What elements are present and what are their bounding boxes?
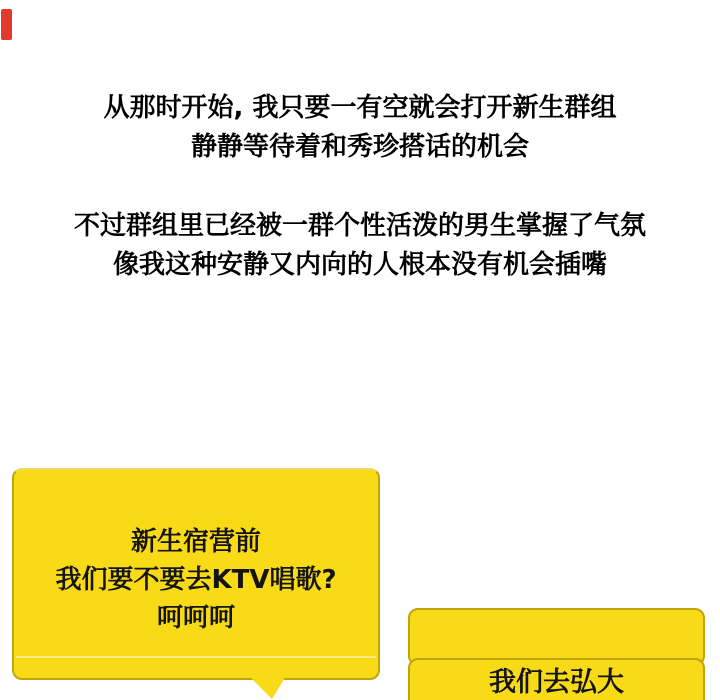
narration-paragraph-1 — [0, 89, 720, 167]
speech-bubble-2 — [408, 658, 705, 700]
bubble-text-line: 呵呵呵 — [156, 603, 235, 633]
narration-paragraph-2 — [0, 207, 720, 285]
speech-bubble-1 — [12, 468, 380, 680]
bubble-text-line: 我们去弘大 — [489, 667, 624, 698]
red-corner-marker — [1, 9, 12, 40]
bubble-overlap-seam — [16, 656, 376, 658]
narration-line: 不过群组里已经被一群个性活泼的男生掌握了气氛 — [73, 211, 646, 241]
narration-line: 静静等待着和秀珍搭话的机会 — [190, 132, 529, 162]
narration-line: 像我这种安静又内向的人根本没有机会插嘴 — [112, 250, 607, 280]
bubble-text-line: 我们要不要去KTV唱歌? — [55, 565, 337, 595]
narration-line: 从那时开始, 我只要一有空就会打开新生群组 — [103, 93, 617, 123]
bubble-text-line: 新生宿营前 — [130, 527, 261, 557]
